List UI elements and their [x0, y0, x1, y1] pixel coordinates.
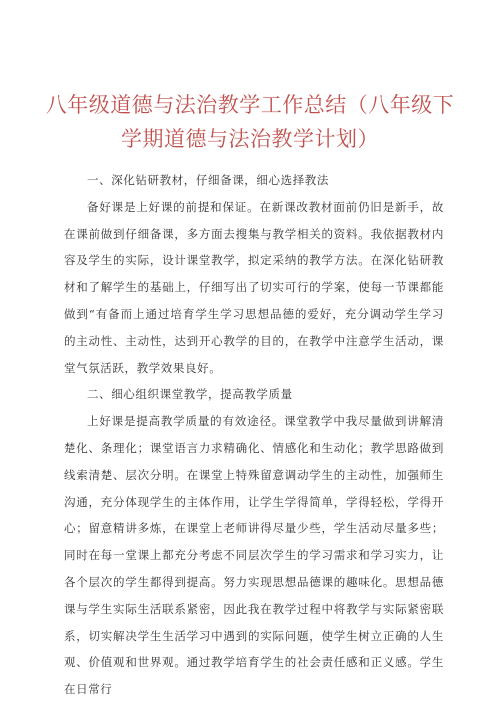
section-paragraph-1: 备好课是上好课的前提和保证。在新课改教材面前仍旧是新手，故在课前做到仔细备课，多方面去搜集与教学相关的资料。我依据教材内容及学生的实际，设计课堂教学，拟定采纳的教学方法。在深化钻研教材和了解学生的基础上，仔细写出了切实可行的学案，使每一节课都能做到“有备而上通过培育学生学习思想品德的爱好，充分调动学生学习的主动性、主动性，达到开心教学的目的，在教学中注意学生活动，课堂气氛活跃，教学效果良好。	[64, 199, 444, 375]
document-body	[64, 167, 444, 703]
document-title: 八年级道德与法治教学工作总结（八年级下学期道德与法治教学计划）	[45, 93, 455, 151]
section-heading-2: 二、细心组织课堂教学，提高教学质量	[87, 387, 293, 402]
section-paragraph-2: 上好课是提高教学质量的有效途径。课堂教学中我尽量做到讲解清楚化、条理化；课堂语言力求精确化、情感化和生动化；教学思路做到线索清楚、层次分明。在课堂上特殊留意调动学生的主动性，加强师生沟通，充分体现学生的主体作用，让学生学得简单，学得轻松，学得开心；留意精讲多炼，在课堂上老师讲得尽量少些，学生活动尽量多些；同时在每一堂课上都充分考虑不同层次学生的学习需求和学习实力，让各个层次的学生都得到提高。努力实现思想品德课的趣味化。思想品德课与学生实际生活联系紧密，因此我在教学过程中将教学与实际紧密联系，切实解决学生生活学习中遇到的实际问题，使学生树立正确的人生观、价值观和世界观。通过教学培育学生的社会责任感和正义感。学生在日常行	[64, 414, 444, 697]
section-heading-1: 一、深化钻研教材，仔细备课，细心选择教法	[87, 173, 329, 187]
